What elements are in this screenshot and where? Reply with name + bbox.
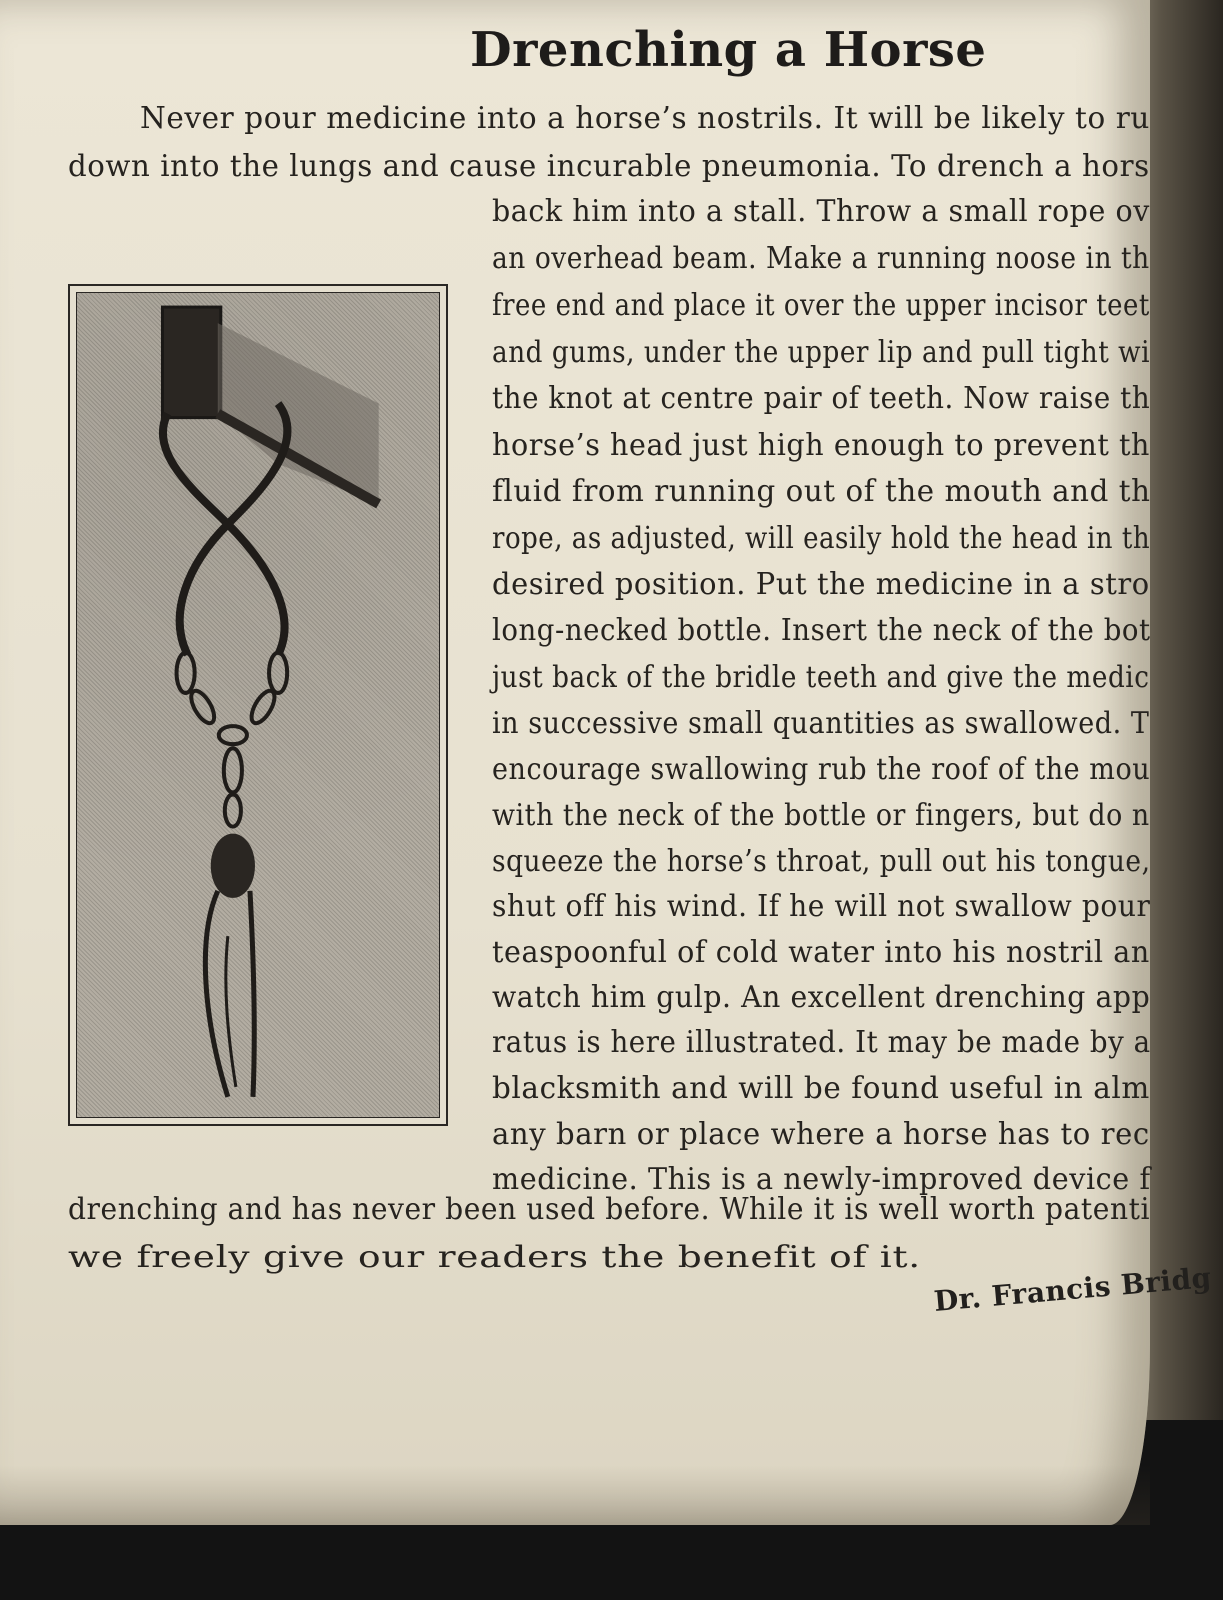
text-line: horse’s head just high enough to prevent th bbox=[492, 428, 1151, 463]
text-line: and gums, under the upper lip and pull tight wi bbox=[492, 335, 1151, 370]
text-line: blacksmith and will be found useful in alm bbox=[492, 1071, 1150, 1106]
text-line: back him into a stall. Throw a small rope ov bbox=[492, 194, 1150, 229]
figure-frame bbox=[68, 284, 448, 1126]
text-line: medicine. This is a newly-improved device f bbox=[492, 1162, 1151, 1197]
text-line: an overhead beam. Make a running noose in th bbox=[492, 241, 1150, 276]
text-line: desired position. Put the medicine in a stro bbox=[492, 567, 1150, 602]
text-line: drenching and has never been used before. While it is well worth patenti bbox=[68, 1192, 1151, 1227]
text-line: fluid from running out of the mouth and th bbox=[492, 474, 1151, 509]
text-line: in successive small quantities as swallowed. T bbox=[492, 706, 1150, 741]
text-line: down into the lungs and cause incurable pneumonia. To drench a hors bbox=[68, 149, 1150, 184]
text-line: Never pour medicine into a horse’s nostrils. It will be likely to ru bbox=[140, 101, 1150, 136]
text-line: squeeze the horse’s throat, pull out his tongue, bbox=[492, 844, 1151, 879]
text-line: ratus is here illustrated. It may be made by a bbox=[492, 1025, 1151, 1060]
drenching-apparatus-illustration-icon bbox=[76, 292, 440, 1118]
text-line: we freely give our readers the benefit of it. bbox=[68, 1240, 921, 1275]
text-line: the knot at centre pair of teeth. Now raise th bbox=[492, 381, 1151, 416]
text-line: teaspoonful of cold water into his nostril an bbox=[492, 935, 1150, 970]
article-title: Drenching a Horse bbox=[470, 22, 987, 78]
author-signature: Dr. Francis Bridg bbox=[932, 1260, 1213, 1318]
text-line: long-necked bottle. Insert the neck of the bot bbox=[492, 613, 1151, 648]
text-line: encourage swallowing rub the roof of the mou bbox=[492, 752, 1151, 787]
text-line: any barn or place where a horse has to rec bbox=[492, 1117, 1150, 1152]
text-line: with the neck of the bottle or fingers, but do n bbox=[492, 798, 1150, 833]
text-line: rope, as adjusted, will easily hold the head in th bbox=[492, 521, 1151, 556]
text-line: shut off his wind. If he will not swallow pour bbox=[492, 889, 1151, 924]
text-line: watch him gulp. An excellent drenching app bbox=[492, 980, 1151, 1015]
text-line: free end and place it over the upper incisor teet bbox=[492, 288, 1150, 323]
text-line: just back of the bridle teeth and give the medic bbox=[492, 660, 1150, 695]
